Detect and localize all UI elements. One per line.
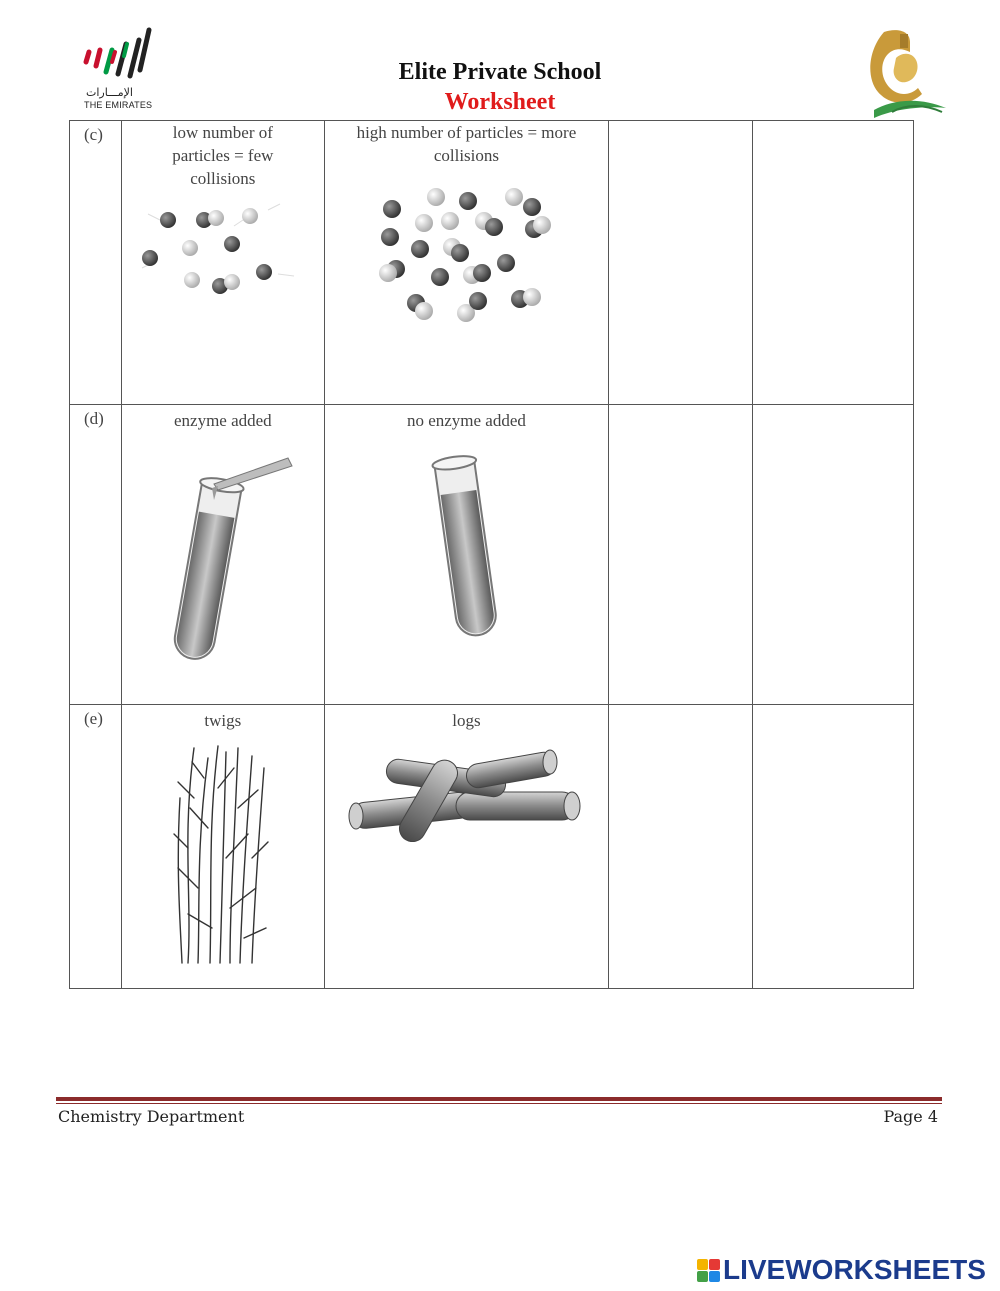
row-label: (d) xyxy=(84,409,104,428)
many-particles-icon xyxy=(366,167,566,327)
emirates-logo-arabic: الإمـــارات xyxy=(86,86,133,99)
twigs-icon xyxy=(168,738,278,968)
condition-caption: high number of particles = more collisions xyxy=(356,123,577,165)
condition-b-cell xyxy=(324,405,609,705)
condition-a-cell xyxy=(122,705,324,989)
footer-department: Chemistry Department xyxy=(58,1107,245,1126)
test-tube-icon xyxy=(406,446,526,646)
row-label-cell xyxy=(70,405,122,705)
condition-a-cell xyxy=(122,121,324,405)
answer-cell[interactable] xyxy=(752,705,913,989)
condition-caption: enzyme added xyxy=(173,411,272,430)
answer-cell[interactable] xyxy=(752,405,913,705)
table-row xyxy=(70,121,914,405)
condition-caption: logs xyxy=(452,711,481,730)
footer-page-number: Page 4 xyxy=(883,1107,938,1126)
condition-caption: twigs xyxy=(204,711,242,730)
liveworksheets-watermark xyxy=(697,1254,986,1286)
table-row xyxy=(70,705,914,989)
answer-cell[interactable] xyxy=(609,405,752,705)
answer-cell[interactable] xyxy=(752,121,913,405)
logs-icon xyxy=(346,732,586,842)
row-label: (e) xyxy=(84,709,103,728)
emirates-logo-english: THE EMIRATES xyxy=(84,100,153,110)
footer-rule-thin xyxy=(56,1103,942,1104)
few-particles-icon xyxy=(138,190,308,300)
worksheet-title: Worksheet xyxy=(444,89,556,115)
test-tube-with-pipette-icon xyxy=(148,444,298,674)
condition-b-cell xyxy=(324,705,609,989)
footer-rule xyxy=(56,1097,942,1101)
school-name: Elite Private School xyxy=(398,59,602,85)
table-row xyxy=(70,405,914,705)
comparison-table xyxy=(69,120,914,989)
row-label: (c) xyxy=(84,125,103,144)
condition-caption: low number of particles = few collisions xyxy=(172,123,274,188)
condition-b-cell xyxy=(324,121,609,405)
liveworksheets-text: LIVEWORKSHEETS xyxy=(723,1254,986,1285)
condition-caption: no enzyme added xyxy=(406,411,526,430)
row-label-cell xyxy=(70,705,122,989)
answer-cell[interactable] xyxy=(609,121,752,405)
liveworksheets-logo-icon xyxy=(697,1259,720,1282)
condition-a-cell xyxy=(122,405,324,705)
answer-cell[interactable] xyxy=(609,705,752,989)
row-label-cell xyxy=(70,121,122,405)
